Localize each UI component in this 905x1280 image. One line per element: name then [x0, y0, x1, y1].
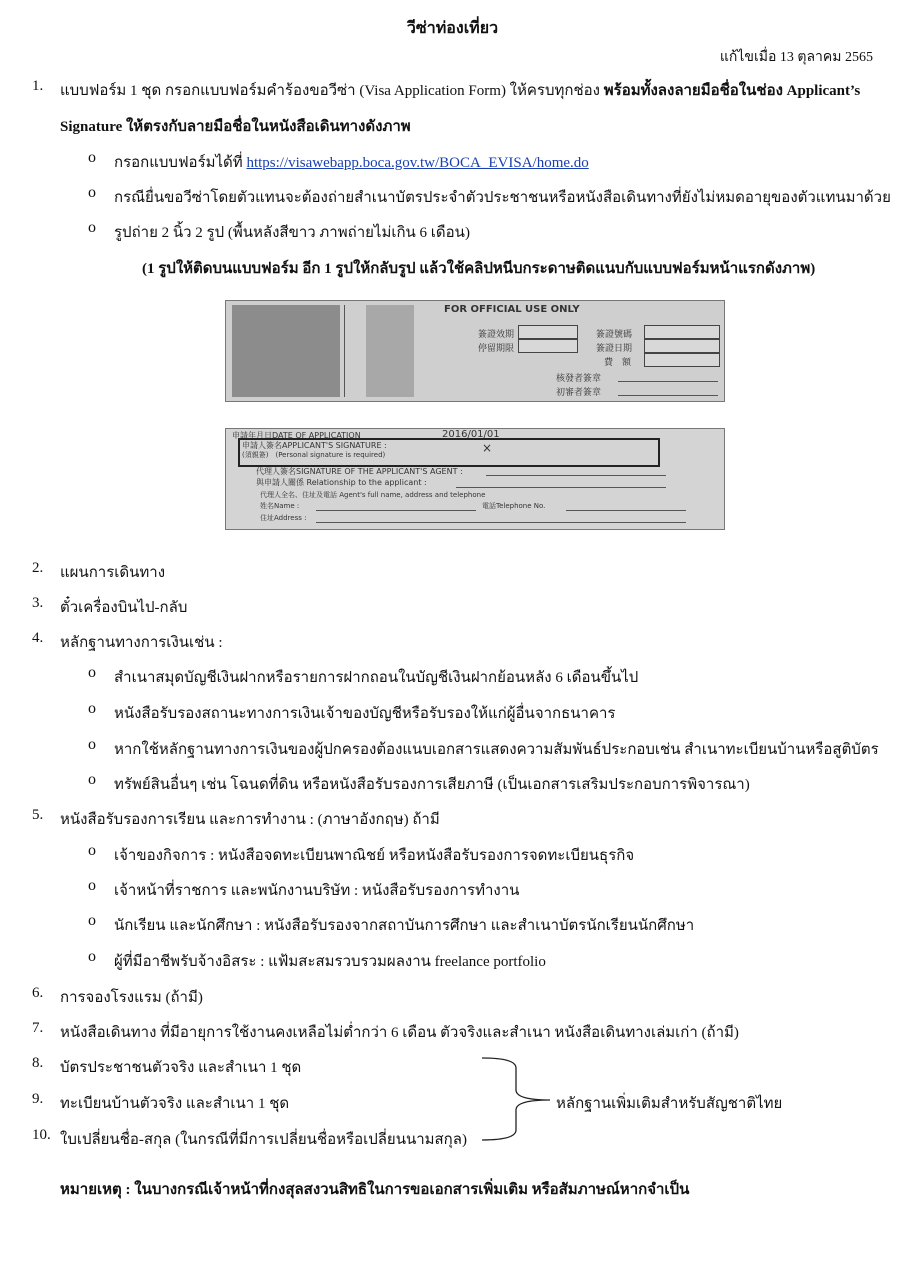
name-label: 姓名Name :: [260, 502, 300, 510]
signature-label: 申請人簽名APPLICANT'S SIGNATURE :: [242, 441, 387, 450]
form-link-label: กรอกแบบฟอร์มได้ที่: [114, 155, 247, 171]
list-item: หนังสือรับรองสถานะทางการเงินเจ้าของบัญชีหรือรับรองให้แก่ผู้อื่นจากธนาคาร: [114, 706, 616, 722]
bullet-icon: o: [88, 700, 96, 717]
item-1-continuation: [60, 114, 411, 138]
item-number: 4.: [32, 630, 44, 646]
clipped-photo: [366, 305, 414, 397]
form-label: 費 額: [604, 358, 632, 368]
item-number: 1.: [32, 78, 44, 94]
form-label: 簽證日期: [596, 344, 633, 354]
item-number: 9.: [32, 1091, 44, 1107]
bullet-icon: o: [88, 184, 96, 201]
photo-note: (1 รูปให้ติดบนแบบฟอร์ม อีก 1 รูปให้กลับรูป แล้วใช้คลิปหนีบกระดาษติดแนบกับแบบฟอร์มหน้าแรกดังภาพ): [142, 261, 816, 277]
form-label: 核發者簽章: [556, 374, 602, 384]
telephone-label: 電話Telephone No.: [482, 502, 546, 510]
item-1-plain: แบบฟอร์ม 1 ชุด กรอกแบบฟอร์มคำร้องขอวีซ่า (Visa Application Form) ให้ครบทุกช่อง: [60, 83, 604, 99]
form-link[interactable]: https://visawebapp.boca.gov.tw/BOCA_EVISA/home.do: [246, 155, 589, 171]
bullet-icon: o: [88, 948, 96, 965]
item-number: 5.: [32, 807, 44, 823]
list-item: ผู้ที่มีอาชีพรับจ้างอิสระ : แฟ้มสะสมรวบรวมผลงาน freelance portfolio: [114, 954, 546, 970]
item-number: 8.: [32, 1055, 44, 1071]
item-1-bold-a: พร้อมทั้งลงลายมือชื่อในช่อง Applicant’s: [603, 83, 861, 99]
agent-info-label: 代理人全名、住址及電話 Agent's full name, address and telephone: [260, 491, 486, 499]
agent-signature-label: 代理人簽名SIGNATURE OF THE APPLICANT'S AGENT :: [256, 467, 463, 476]
applicant-photo: [232, 305, 340, 397]
revision-date: แก้ไขเมื่อ 13 ตุลาคม 2565: [719, 50, 873, 65]
list-item: นักเรียน และนักศึกษา : หนังสือรับรองจากสถาบันการศึกษา และสำเนาบัตรนักเรียนนักศึกษา: [114, 918, 695, 934]
item-number: 6.: [32, 985, 44, 1001]
bullet-icon: o: [88, 149, 96, 166]
list-item: เจ้าของกิจการ : หนังสือจดทะเบียนพาณิชย์ หรือหนังสือรับรองการจดทะเบียนธุรกิจ: [114, 848, 635, 864]
photo-requirement-text: รูปถ่าย 2 นิ้ว 2 รูป (พื้นหลังสีขาว ภาพถ่ายไม่เกิน 6 เดือน): [114, 225, 470, 241]
signature-note: (須親簽) (Personal signature is required): [242, 451, 386, 459]
list-item: เจ้าหน้าที่ราชการ และพนักงานบริษัท : หนังสือรับรองการทำงาน: [114, 883, 520, 899]
bullet-icon: o: [88, 842, 96, 859]
date-value: 2016/01/01: [442, 429, 500, 440]
form-label: 簽證號碼: [596, 330, 633, 340]
list-item: ทรัพย์สินอื่นๆ เช่น โฉนดที่ดิน หรือหนังสือรับรองการเสียภาษี (เป็นเอกสารเสริมประกอบการพิจารณา): [114, 777, 750, 793]
id-card-text: บัตรประชาชนตัวจริง และสำเนา 1 ชุด: [60, 1060, 302, 1076]
date-label: 申請年月日DATE OF APPLICATION: [232, 431, 361, 440]
bullet-icon: o: [88, 736, 96, 753]
bullet-icon: o: [88, 771, 96, 788]
flight-ticket-text: ตั๋วเครื่องบินไป-กลับ: [60, 600, 188, 616]
form-link-line: [114, 150, 589, 174]
hotel-booking-text: การจองโรงแรม (ถ้ามี): [60, 990, 203, 1006]
item-1-bold-b: Signature ให้ตรงกับลายมือชื่อในหนังสือเดินทางดังภาพ: [60, 119, 411, 135]
name-change-text: ใบเปลี่ยนชื่อ-สกุล (ในกรณีที่มีการเปลี่ยนชื่อหรือเปลี่ยนนามสกุล): [60, 1132, 467, 1148]
bullet-icon: o: [88, 664, 96, 681]
page-title: วีซ่าท่องเที่ยว: [406, 20, 499, 37]
signature-scan: [225, 428, 725, 530]
form-label: 停留期限: [478, 344, 515, 354]
remark-note: หมายเหตุ : ในบางกรณีเจ้าหน้าที่กงสุลสงวนสิทธิในการขอเอกสารเพิ่มเติม หรือสัมภาษณ์หากจำเป็น: [60, 1182, 690, 1198]
form-label: 簽證效期: [478, 330, 515, 340]
passport-text: หนังสือเดินทาง ที่มีอายุการใช้งานคงเหลือไม่ต่ำกว่า 6 เดือน ตัวจริงและสำเนา หนังสือเดินทางเล่มเก่า (ถ้ามี): [60, 1025, 739, 1041]
study-work-text: หนังสือรับรองการเรียน และการทำงาน : (ภาษาอังกฤษ) ถ้ามี: [60, 812, 440, 828]
official-use-heading: FOR OFFICIAL USE ONLY: [444, 304, 580, 315]
item-number: 7.: [32, 1020, 44, 1036]
address-label: 住址Address :: [260, 514, 307, 522]
form-label: 初審者簽章: [556, 388, 602, 398]
right-brace-icon: [478, 1054, 558, 1142]
bullet-icon: o: [88, 219, 96, 236]
item-number: 10.: [32, 1127, 51, 1143]
relationship-label: 與申請人關係 Relationship to the applicant :: [256, 478, 427, 487]
item-number: 3.: [32, 595, 44, 611]
item-number: 2.: [32, 560, 44, 576]
bullet-icon: o: [88, 912, 96, 929]
bullet-icon: o: [88, 877, 96, 894]
agent-copy-text: กรณียื่นขอวีซ่าโดยตัวแทนจะต้องถ่ายสำเนาบัตรประจำตัวประชาชนหรือหนังสือเดินทางที่ยังไม่หมดอายุของตัวแทนมาด้วย: [114, 190, 891, 206]
signature-mark: ×: [482, 441, 493, 455]
item-1-text: [60, 78, 860, 102]
travel-plan-text: แผนการเดินทาง: [60, 565, 166, 581]
financial-proof-text: หลักฐานทางการเงินเช่น :: [60, 635, 223, 651]
list-item: สำเนาสมุดบัญชีเงินฝากหรือรายการฝากถอนในบัญชีเงินฝากย้อนหลัง 6 เดือนขึ้นไป: [114, 670, 639, 686]
bracket-label: หลักฐานเพิ่มเติมสำหรับสัญชาติไทย: [556, 1096, 783, 1112]
form-photo-scan: [225, 300, 725, 402]
list-item: หากใช้หลักฐานทางการเงินของผู้ปกครองต้องแนบเอกสารแสดงความสัมพันธ์ประกอบเช่น สำเนาทะเบียนบ้านหรือสูติบัตร: [114, 742, 879, 758]
house-registration-text: ทะเบียนบ้านตัวจริง และสำเนา 1 ชุด: [60, 1096, 290, 1112]
